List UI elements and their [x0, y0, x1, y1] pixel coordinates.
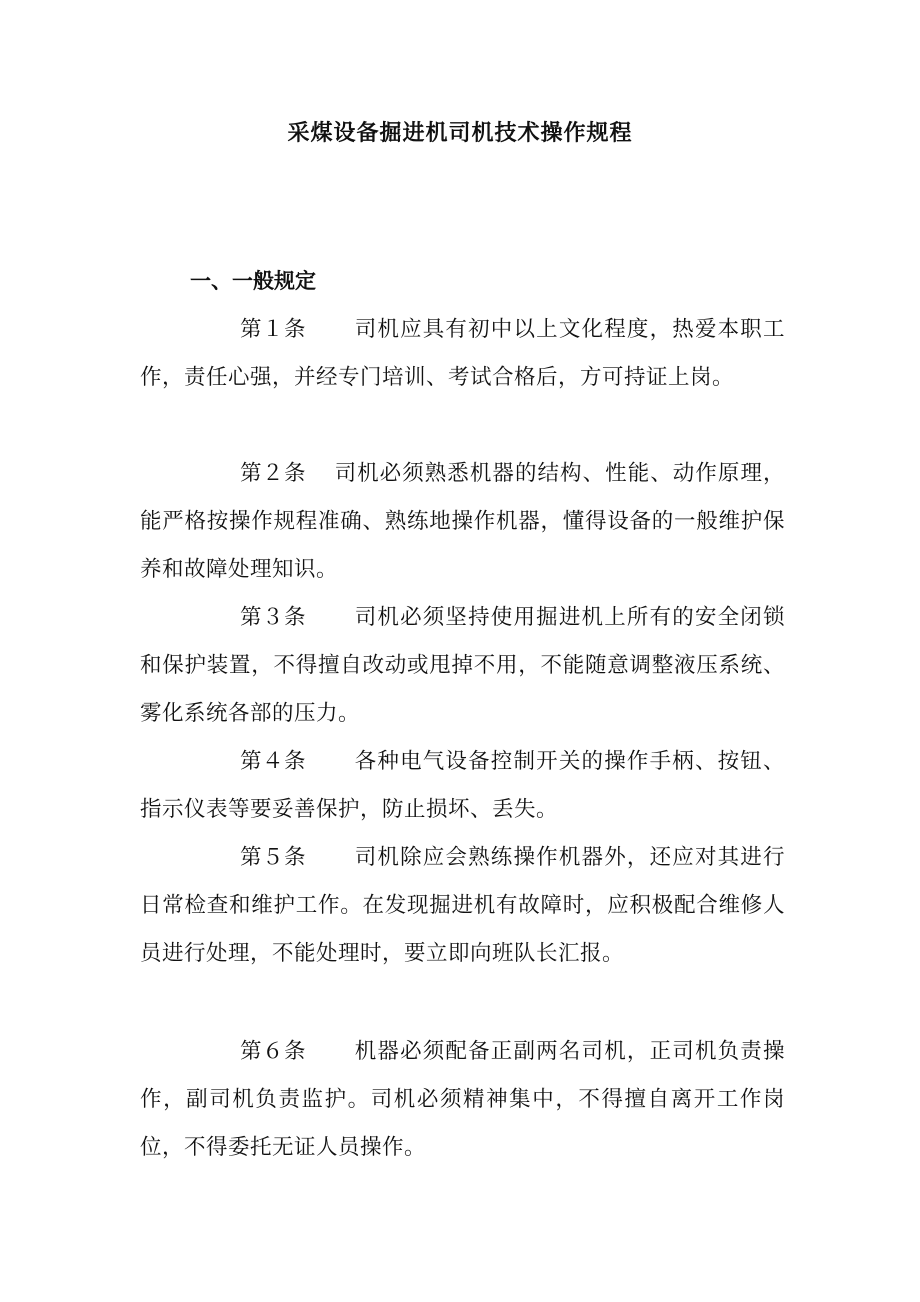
article-2: [140, 450, 785, 594]
article-text: 司机必须坚持使用掘进机上所有的安全闭锁和保护装置，不得擅自改动或甩掉不用，不能随意调整液压系统、雾化系统各部的压力。: [140, 605, 785, 726]
article-text: 司机除应会熟练操作机器外，还应对其进行日常检查和维护工作。在发现掘进机有故障时，应积极配合维修人员进行处理，不能处理时，要立即向班队长汇报。: [140, 845, 785, 966]
article-6: [140, 1028, 785, 1172]
section-heading: 一、一般规定: [190, 269, 316, 293]
document-title: 采煤设备掘进机司机技术操作规程: [287, 121, 633, 146]
article-4: [140, 738, 785, 834]
article-text: 机器必须配备正副两名司机，正司机负责操作，副司机负责监护。司机必须精神集中，不得擅自离开工作岗位，不得委托无证人员操作。: [140, 1039, 785, 1160]
article-text: 司机应具有初中以上文化程度，热爱本职工作，责任心强，并经专门培训、考试合格后，方可持证上岗。: [140, 317, 785, 390]
article-5: [140, 834, 785, 978]
article-label: 第６条: [240, 1039, 307, 1064]
article-text: 司机必须熟悉机器的结构、性能、动作原理，能严格按操作规程准确、熟练地操作机器，懂得设备的一般维护保养和故障处理知识。: [140, 461, 785, 582]
article-label: 第１条: [240, 317, 307, 342]
article-label: 第２条: [240, 461, 307, 486]
article-label: 第３条: [240, 605, 307, 630]
article-1: [140, 306, 785, 402]
article-label: 第４条: [240, 749, 307, 774]
article-text: 各种电气设备控制开关的操作手柄、按钮、指示仪表等要妥善保护，防止损坏、丢失。: [140, 749, 785, 822]
article-label: 第５条: [240, 845, 307, 870]
article-3: [140, 594, 785, 738]
